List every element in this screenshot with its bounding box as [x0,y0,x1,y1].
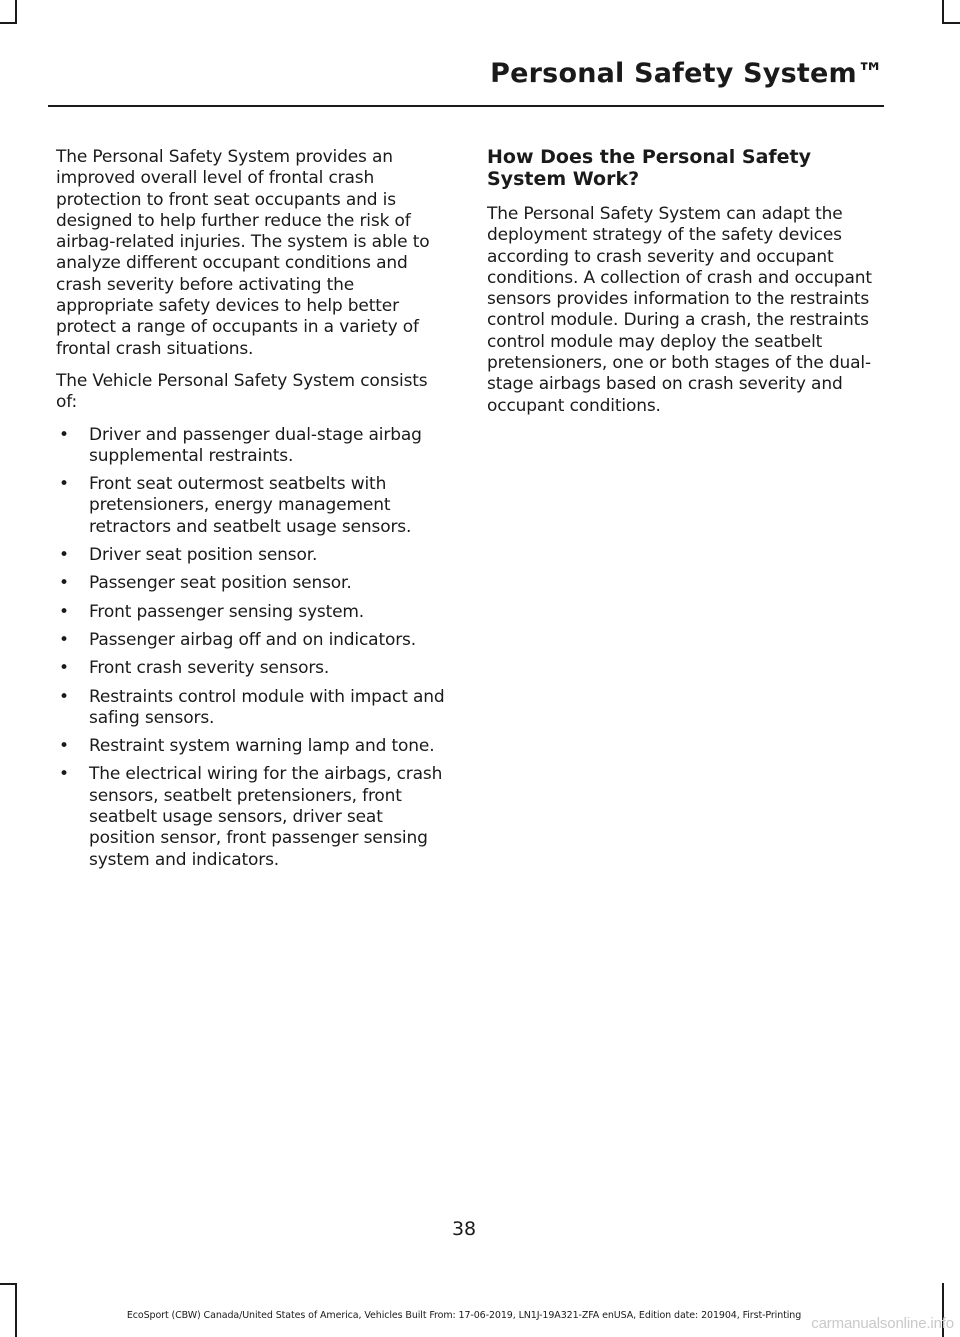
list-item [56,687,451,730]
list-item [56,602,451,623]
list-item [56,474,451,538]
bullet-icon: • [59,686,69,707]
components-list [56,425,451,871]
list-item [56,545,451,566]
page-title: Personal Safety System™ [490,58,884,89]
bullet-icon: • [59,474,69,495]
list-item-text: Front passenger sensing system. [89,601,365,622]
crop-mark-top-left-vertical [15,0,17,24]
crop-mark-bottom-left-horizontal [0,1283,17,1285]
list-item-text: Driver seat position sensor. [89,545,318,566]
right-column [487,147,882,428]
bullet-icon: • [59,658,69,679]
list-item-text: Front seat outermost seatbelts with pretensioners, energy management retractors and seatbelt usage sensors. [89,474,412,537]
bullet-icon: • [59,424,69,445]
list-item-text: Passenger airbag off and on indicators. [89,629,417,650]
consists-of-paragraph: The Vehicle Personal Safety System consists of: [56,370,428,413]
crop-mark-top-left-horizontal [0,22,17,24]
bullet-icon: • [59,545,69,566]
list-item [56,425,451,468]
how-it-works-paragraph: The Personal Safety System can adapt the deployment strategy of the safety devices according to crash severity and occupant conditions. A collection of crash and occupant sensors provides information to the restraints control module. During a crash, the restraints control module may deploy the seatbelt pretensioners, one or both stages of the dual-stage airbags based on crash severity and occupant conditions. [487,204,872,416]
list-item [56,573,451,594]
list-item-text: Passenger seat position sensor. [89,573,352,594]
list-item-text: Driver and passenger dual-stage airbag supplemental restraints. [89,424,422,466]
crop-mark-top-right-vertical [942,0,944,24]
list-item-text: Front crash severity sensors. [89,658,330,679]
intro-paragraph: The Personal Safety System provides an improved overall level of frontal crash protection to front seat occupants and is designed to help further reduce the risk of airbag-related injuries. The system is able to analyze different occupant conditions and crash severity before activating the appropriate safety devices to help better protect a range of occupants in a variety of frontal crash situations. [56,147,430,359]
header-divider [48,105,884,107]
left-column [56,147,451,878]
bullet-icon: • [59,736,69,757]
list-item-text: Restraint system warning lamp and tone. [89,736,435,757]
list-item [56,630,451,651]
page-number: 38 [452,1218,476,1240]
footer-text: EcoSport (CBW) Canada/United States of America, Vehicles Built From: 17-06-2019, LN1J-19A321-ZFA enUSA, Edition date: 201904, First-Printing [126,1310,802,1321]
list-item [56,736,451,757]
list-item-text: Restraints control module with impact and safing sensors. [89,686,445,728]
bullet-icon: • [59,629,69,650]
list-item [56,764,451,870]
crop-mark-top-right-horizontal [942,22,960,24]
bullet-icon: • [59,601,69,622]
bullet-icon: • [59,764,69,785]
section-heading: How Does the Personal Safety System Work? [487,146,812,190]
list-item-text: The electrical wiring for the airbags, crash sensors, seatbelt pretensioners, front seatbelt usage sensors, driver seat position sensor, front passenger sensing system and indicators. [89,764,443,870]
watermark: carmanualsonline.info [811,1315,954,1332]
bullet-icon: • [59,573,69,594]
list-item [56,658,451,679]
